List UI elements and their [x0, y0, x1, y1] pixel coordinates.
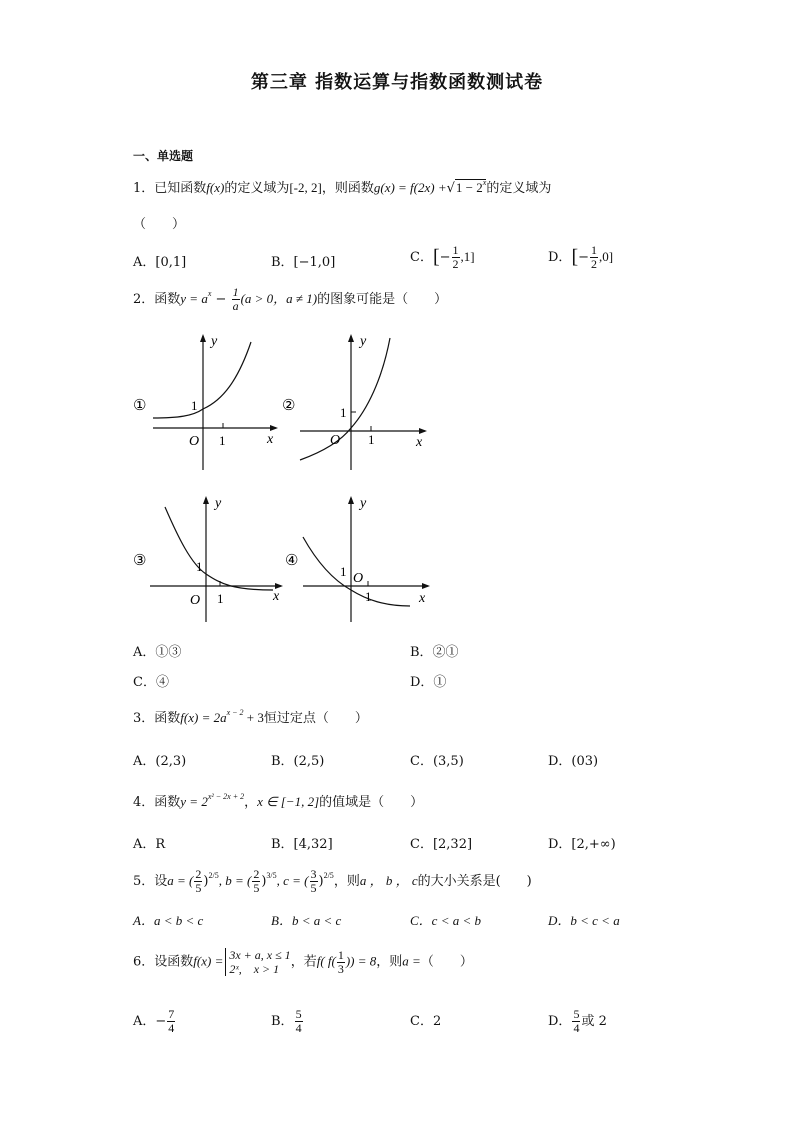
- graph-2: [282, 330, 432, 479]
- graph-3-label: ③: [133, 553, 147, 569]
- q1-domain: [-2, 2]: [289, 180, 322, 195]
- graph-2-label: ②: [282, 398, 296, 414]
- svg-text:y: y: [360, 496, 367, 511]
- q1-option-d: D．[− $\frac{1}{2}$ ,0]: [548, 243, 614, 271]
- q3-option-a: A．(2,3): [133, 754, 187, 769]
- graph-1-label: ①: [133, 398, 147, 414]
- q1-gx: g(x) = f(2x) +: [373, 180, 447, 195]
- q1-text-d: 的定义域为: [486, 181, 552, 196]
- q5-option-a: A．a < b < c: [133, 913, 204, 928]
- q3-option-b: B．(2,5): [271, 754, 325, 769]
- svg-text:x: x: [273, 589, 280, 604]
- svg-text:x: x: [416, 435, 423, 450]
- svg-text:1: 1: [191, 398, 198, 413]
- q4-option-d: D．[2,+∞): [548, 837, 616, 852]
- q1-text-c: ，则函数: [321, 181, 374, 196]
- q2-option-d: D．①: [410, 675, 447, 690]
- question-3: 3．函数$f(x) = 2a^{x - 2} + 3$恒过定点（ ）: [133, 708, 368, 726]
- svg-text:O: O: [189, 434, 200, 449]
- question-4: 4．函数$y = 2^{x^2 - 2x + 2}$，x ∈ [−1, 2]的值域是（ ）: [133, 792, 424, 810]
- svg-text:y: y: [215, 496, 222, 511]
- q6-option-b: B． $\frac{5}{4}$: [271, 1007, 302, 1035]
- svg-text:1: 1: [340, 564, 347, 579]
- q5-option-c: C．c < a < b: [410, 913, 481, 928]
- svg-text:O: O: [353, 571, 364, 586]
- q6-option-c: C．2: [410, 1014, 442, 1029]
- q2-option-c: C．④: [133, 675, 169, 690]
- q2-fraction: $\frac{1}{a}$: [232, 285, 239, 313]
- svg-text:O: O: [330, 433, 341, 448]
- question-2: 2．函数$y = a^x$ − $\frac{1}{a}$ (a > 0，a ≠ 1)的图象可能是（ ）: [133, 285, 448, 313]
- svg-text:1: 1: [196, 559, 203, 574]
- q1-paren: （ ）: [133, 217, 186, 232]
- graph-3: [133, 492, 288, 631]
- q2-option-b: B．②①: [410, 645, 459, 660]
- svg-text:O: O: [190, 593, 201, 608]
- q1-fx: f(x): [206, 180, 225, 195]
- q6-piecewise: 3x + a, x ≤ 1 2ˣ, x > 1: [225, 948, 290, 976]
- svg-text:y: y: [360, 334, 367, 349]
- graph-4-label: ④: [285, 553, 299, 569]
- q4-option-b: B．[4,32]: [271, 837, 333, 852]
- section-heading: 一、单选题: [133, 149, 194, 163]
- q6-option-d: D． $\frac{5}{4}$ 或 2: [548, 1007, 607, 1035]
- q2-option-a: A．①③: [133, 645, 182, 660]
- q3-option-c: C．(3,5): [410, 754, 464, 769]
- q4-option-a: A．R: [133, 837, 166, 852]
- q1-option-c: C．[− $\frac{1}{2}$ ,1]: [410, 243, 475, 271]
- q1-text-b: 的定义域为: [224, 181, 290, 196]
- q6-option-a: A．− $\frac{7}{4}$: [133, 1007, 175, 1035]
- q3-option-d: D．(03): [548, 754, 599, 769]
- svg-text:1: 1: [340, 405, 347, 420]
- svg-text:1: 1: [368, 432, 375, 447]
- q1-option-b: B．[−1,0]: [271, 255, 336, 270]
- q5-option-d: D．b < c < a: [548, 913, 620, 928]
- question-6: 6．设函数f(x) = 3x + a, x ≤ 1 2ˣ, x > 1 ，若f( f( $\frac{1}{3}$ )) = 8，则a =（ ）: [133, 947, 473, 976]
- svg-text:1: 1: [219, 433, 226, 448]
- q1-option-a: A．[0,1]: [133, 255, 187, 270]
- svg-text:x: x: [267, 432, 274, 447]
- question-1: 1．已知函数f(x)的定义域为[-2, 2]，则函数$g(x) = f(2x) +√1 - 2^x$的定义域为: [133, 178, 552, 196]
- svg-text:1: 1: [217, 591, 224, 606]
- q4-option-c: C．[2,32]: [410, 837, 473, 852]
- svg-text:1: 1: [365, 589, 372, 604]
- question-5: 5．设a = ( $\frac{2}{5}$ )$^{2/5}$, b = ( $\frac{2}{5}$ )$^{3/5}$, c = ( $\frac{3}{5}$ )$^{2/5}$，则a ， b ， c的大小关系是( ): [133, 867, 532, 895]
- svg-text:x: x: [419, 591, 426, 606]
- q5-option-b: B．b < a < c: [271, 913, 342, 928]
- page-title: 第三章 指数运算与指数函数测试卷: [250, 72, 544, 93]
- graph-4: [285, 492, 435, 631]
- q1-sqrt: $1 - 2^x$: [455, 178, 487, 195]
- graph-1: [133, 330, 283, 479]
- svg-text:y: y: [211, 334, 218, 349]
- q1-text-a: 1．已知函数: [133, 181, 207, 196]
